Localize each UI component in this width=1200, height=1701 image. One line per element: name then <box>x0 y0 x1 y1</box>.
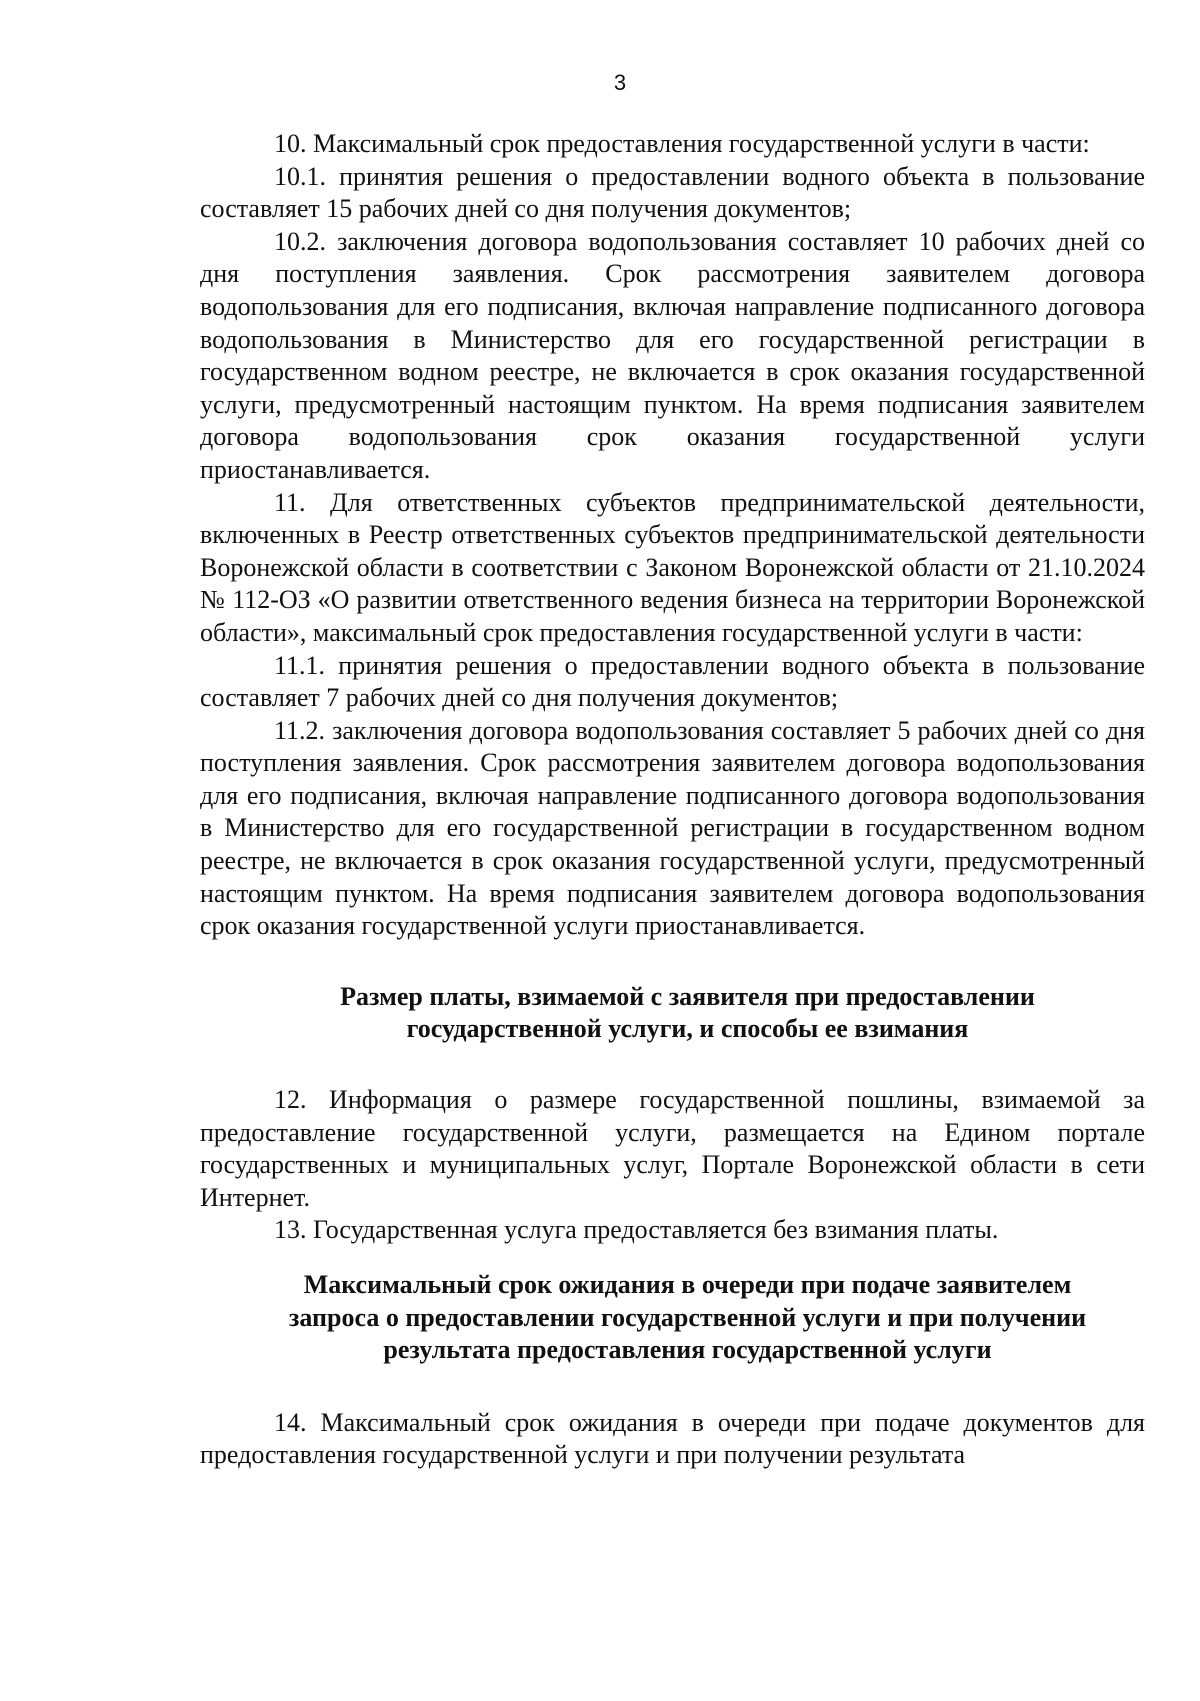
section-heading-fee-line1: Размер платы, взимаемой с заявителя при предоставлении <box>340 981 1035 1011</box>
paragraph-11-1: 11.1. принятия решения о предоставлении водного объекта в пользование составляет 7 рабочих дней со дня получения документов; <box>200 650 1145 713</box>
paragraph-10-1: 10.1. принятия решения о предоставлении водного объекта в пользование составляет 15 рабочих дней со дня получения документов; <box>200 161 1145 224</box>
document-body <box>200 128 1145 1472</box>
paragraph-10: 10. Максимальный срок предоставления государственной услуги в части: <box>274 129 1090 158</box>
section-heading-queue <box>200 1269 1145 1367</box>
section-heading-queue-line1: Максимальный срок ожидания в очереди при подаче заявителем <box>303 1270 1072 1299</box>
paragraph-11-2: 11.2. заключения договора водопользования составляет 5 рабочих дней со дня поступления заявления. Срок рассмотрения заявителем договора водопользования для его подписания, включая направление подписанного договора водопользования в Министерство для его государственной регистрации в государственном водном реестре, не включается в срок оказания государственной услуги, предусмотренный настоящим пунктом. На время подписания заявителем договора водопользования срок оказания государственной услуги приостанавливается. <box>200 715 1145 941</box>
paragraph-10-2: 10.2. заключения договора водопользования составляет 10 рабочих дней со дня поступления заявления. Срок рассмотрения заявителем договора водопользования для его подписания, включая направление подписанного договора водопользования в Министерство для его государственной регистрации в государственном водном реестре, не включается в срок оказания государственной услуги, предусмотренный настоящим пунктом. На время подписания заявителем договора водопользования срок оказания государственной услуги приостанавливается. <box>200 226 1145 484</box>
paragraph-12: 12. Информация о размере государственной пошлины, взимаемой за предоставление государственной услуги, размещается на Едином портале государственных и муниципальных услуг, Портале Воронежской области в сети Интернет. <box>200 1085 1145 1212</box>
paragraph-14: 14. Максимальный срок ожидания в очереди при подаче документов для предоставления государственной услуги и при получении результата <box>200 1407 1145 1470</box>
section-heading-queue-line3: результата предоставления государственной услуги <box>383 1335 992 1365</box>
section-heading-fee-line2: государственной услуги, и способы ее взимания <box>406 1014 969 1044</box>
paragraph-11: 11. Для ответственных субъектов предпринимательской деятельности, включенных в Реестр ответственных субъектов предпринимательской деятельности Воронежской области в соответствии с Законом Воронежской области от 21.10.2024 № 112-ОЗ «О развитии ответственного ведения бизнеса на территории Воронежской области», максимальный срок предоставления государственной услуги в части: <box>200 487 1145 647</box>
section-heading-fee <box>200 981 1145 1046</box>
section-heading-queue-line2: запроса о предоставлении государственной услуги и при получении <box>288 1302 1087 1332</box>
paragraph-13: 13. Государственная услуга предоставляется без взимания платы. <box>274 1215 999 1245</box>
page-number: 3 <box>613 70 627 95</box>
